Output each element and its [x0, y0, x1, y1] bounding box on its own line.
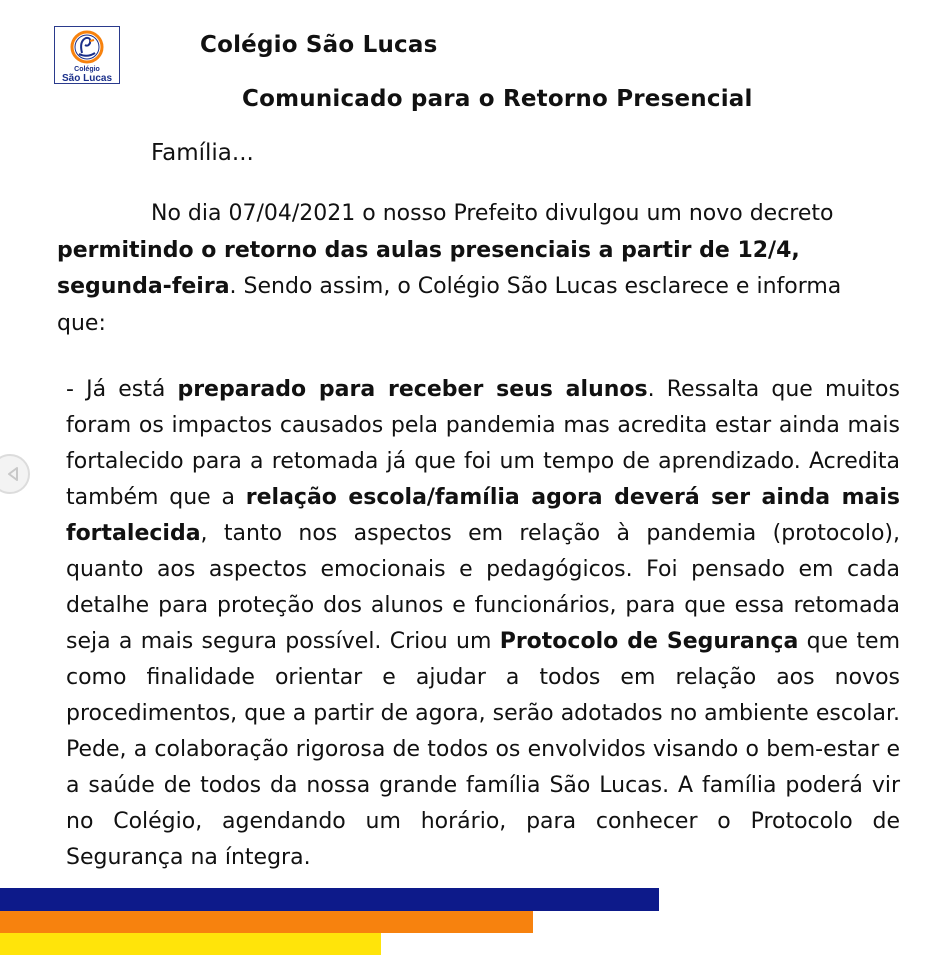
- intro-text-2: . Sendo assim, o Colégio São Lucas esclarece e informa que:: [57, 274, 842, 336]
- school-logo: [54, 26, 120, 84]
- intro-text-1: No dia 07/04/2021 o nosso Prefeito divulgou um novo decreto: [151, 201, 834, 226]
- body-bold-2: relação escola/família agora deverá ser ainda mais fortalecida: [66, 485, 900, 546]
- intro-bold-1: permitindo o retorno das aulas presenciais a partir de 12/4, segunda-feira: [57, 237, 800, 299]
- body-text-1: - Já está: [66, 377, 178, 402]
- intro-paragraph: [57, 196, 887, 342]
- decorative-stripe-yellow: [0, 933, 381, 955]
- school-name: Colégio São Lucas: [200, 32, 438, 58]
- body-text-3: , tanto nos aspectos em relação à pandemia (protocolo), quanto aos aspectos emocionais e pedagógicos. Foi pensado em cada detalhe para proteção dos alunos e funcionários, para que essa retomada seja a mais segura possível. Criou um: [66, 521, 900, 654]
- body-text-4: que tem como finalidade orientar e ajudar a todos em relação aos novos procedimentos, que a partir de agora, serão adotados no ambiente escolar. Pede, a colaboração rigorosa de todos os envolvidos visando o bem-estar e a saúde de todos da nossa grande família São Lucas. A família poderá vir no Colégio, agendando um horário, para conhecer o Protocolo de Segurança na íntegra.: [66, 629, 901, 870]
- document-title: Comunicado para o Retorno Presencial: [242, 86, 753, 112]
- body-paragraph: [66, 372, 900, 876]
- decorative-stripe-orange: [0, 911, 533, 933]
- logo-line1: Colégio: [74, 66, 100, 73]
- body-text-2: . Ressalta que muitos foram os impactos causados pela pandemia mas acredita estar ainda mais fortalecido para a retomada já que foi um tempo de aprendizado. Acredita também que a: [66, 377, 900, 510]
- logo-text: [55, 65, 119, 83]
- body-bold-1: preparado para receber seus alunos: [177, 377, 648, 402]
- logo-line2: São Lucas: [61, 73, 113, 84]
- swan-icon: [55, 27, 119, 67]
- previous-page-button[interactable]: [0, 454, 30, 494]
- decorative-stripe-blue: [0, 888, 659, 911]
- chevron-left-icon: [7, 467, 19, 481]
- greeting: Família...: [151, 140, 254, 166]
- body-bold-3: Protocolo de Segurança: [499, 629, 799, 654]
